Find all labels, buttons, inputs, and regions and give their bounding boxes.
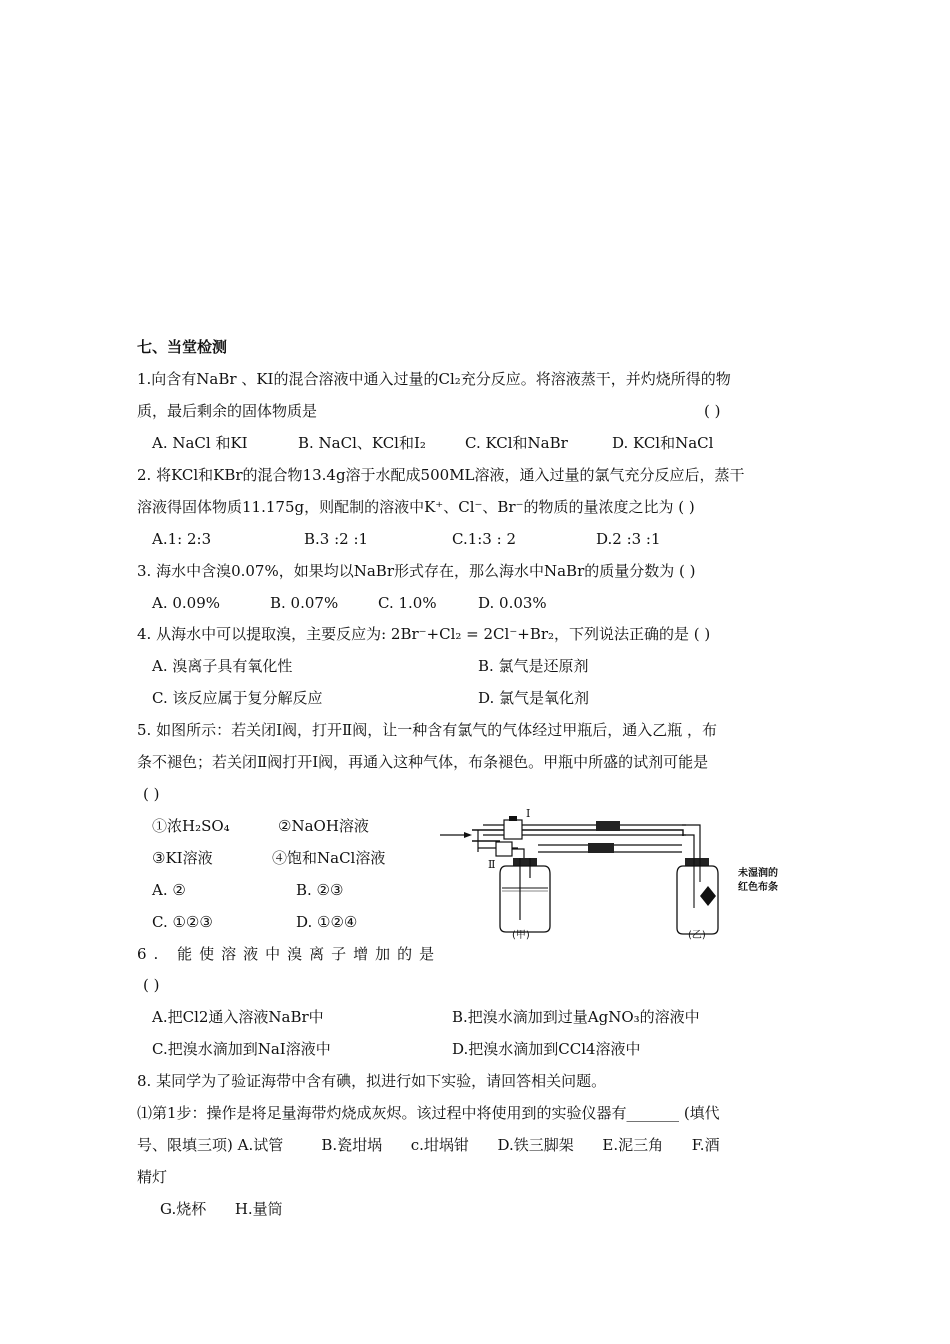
q1-line1: 1.向含有NaBr 、KI的混合溶液中通入过量的Cl₂充分反应。将溶液蒸干，并灼烧所得的物	[137, 370, 731, 388]
q4-option-d: D. 氯气是氧化剂	[478, 689, 590, 707]
q5-option-b: B. ②③	[296, 881, 344, 899]
q5-reagent-4: ④饱和NaCl溶液	[272, 849, 386, 867]
q2-option-a: A.1: 2:3	[152, 530, 212, 548]
cloth-label-line1: 未湿润的	[738, 868, 778, 879]
bottle-jia-label: (甲)	[512, 930, 530, 940]
q5-reagent-1: ①浓H₂SO₄	[152, 817, 230, 835]
q2-option-c: C.1:3 : 2	[452, 530, 516, 548]
q3-option-c: C. 1.0%	[378, 594, 437, 612]
q8-line4: 精灯	[137, 1168, 168, 1186]
q3-line1: 3. 海水中含溴0.07%，如果均以NaBr形式存在，那么海水中NaBr的质量分数为 ( )	[137, 562, 696, 580]
q1-option-d: D. KCl和NaCl	[612, 434, 714, 452]
q5-line2: 条不褪色；若关闭Ⅱ阀打开Ⅰ阀，再通入这种气体，布条褪色。甲瓶中所盛的试剂可能是	[137, 753, 709, 771]
q1-answer-paren: ( )	[704, 402, 721, 420]
valve-1-label: Ⅰ	[526, 808, 531, 820]
gas-inlet-arrow-icon	[464, 832, 472, 838]
q8-line5: G.烧杯 H.量筒	[160, 1200, 283, 1218]
q5-reagent-2: ②NaOH溶液	[278, 817, 369, 835]
q3-option-b: B. 0.07%	[270, 594, 339, 612]
q4-option-b: B. 氯气是还原剂	[478, 657, 589, 675]
q5-answer-paren: ( )	[143, 785, 160, 803]
section-title: 七、当堂检测	[137, 338, 228, 356]
q4-line1: 4. 从海水中可以提取溴，主要反应为: 2Br⁻+Cl₂ = 2Cl⁻+Br₂，下列说法正确的是 ( )	[137, 625, 711, 643]
cloth-label-line2: 红色布条	[738, 882, 778, 893]
q1-option-c: C. KCl和NaBr	[465, 434, 568, 452]
q6-option-d: D.把溴水滴加到CCl4溶液中	[452, 1040, 641, 1058]
q2-option-d: D.2 :3 :1	[596, 530, 661, 548]
apparatus-diagram	[438, 808, 800, 940]
q8-line2: ⑴第1步：操作是将足量海带灼烧成灰烬。该过程中将使用到的实验仪器有_______ (填代	[137, 1104, 720, 1122]
q5-reagent-3: ③KI溶液	[152, 849, 213, 867]
q6-option-c: C.把溴水滴加到NaI溶液中	[152, 1040, 331, 1058]
q5-line1: 5. 如图所示：若关闭Ⅰ阀，打开Ⅱ阀，让一种含有氯气的气体经过甲瓶后，通入乙瓶 ，布	[137, 721, 717, 739]
q3-option-d: D. 0.03%	[478, 594, 547, 612]
q6-answer-paren: ( )	[143, 976, 160, 994]
valve-1-icon	[504, 820, 522, 839]
q8-line1: 8. 某同学为了验证海带中含有碘，拟进行如下实验，请回答相关问题。	[137, 1072, 607, 1090]
valve-2-label: Ⅱ	[488, 858, 496, 871]
valve-2-icon	[496, 842, 512, 856]
q6-line1: 6. 能使溶液中溴离子增加的是	[137, 945, 442, 963]
q8-line3: 号、限填三项) A.试管 B.瓷坩埚 c.坩埚钳 D.铁三脚架 E.泥三角 F.酒	[137, 1136, 720, 1154]
q4-option-a: A. 溴离子具有氧化性	[152, 657, 293, 675]
q1-option-b: B. NaCl、KCl和I₂	[298, 434, 426, 452]
q1-option-a: A. NaCl 和KI	[152, 434, 248, 452]
q2-line1: 2. 将KCl和KBr的混合物13.4g溶于水配成500ML溶液，通入过量的氯气充分反应后，蒸干	[137, 466, 745, 484]
q3-option-a: A. 0.09%	[152, 594, 221, 612]
q1-line2: 质，最后剩余的固体物质是	[137, 402, 318, 420]
q6-option-a: A.把Cl2通入溶液NaBr中	[152, 1008, 324, 1026]
q2-option-b: B.3 :2 :1	[304, 530, 369, 548]
q4-option-c: C. 该反应属于复分解反应	[152, 689, 323, 707]
bottle-jia-icon	[500, 866, 550, 932]
bottle-yi-label: (乙)	[688, 930, 706, 940]
q2-line2: 溶液得固体物质11.175g，则配制的溶液中K⁺、Cl⁻、Br⁻的物质的量浓度之比为 ( )	[137, 498, 695, 516]
q5-option-d: D. ①②④	[296, 913, 358, 931]
q6-option-b: B.把溴水滴加到过量AgNO₃的溶液中	[452, 1008, 700, 1026]
q5-option-a: A. ②	[152, 881, 186, 899]
q5-option-c: C. ①②③	[152, 913, 213, 931]
